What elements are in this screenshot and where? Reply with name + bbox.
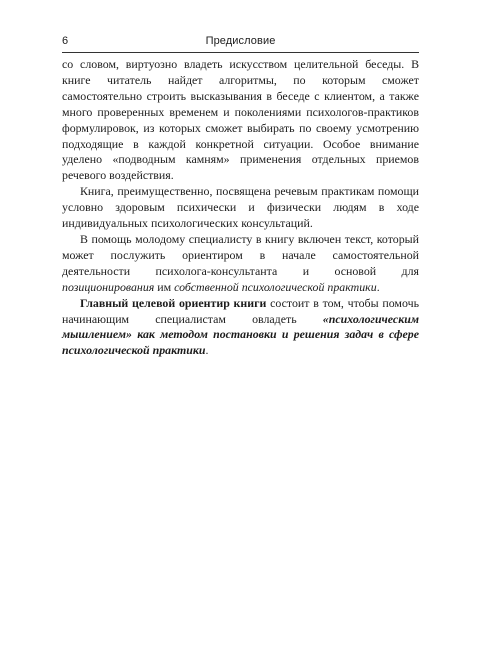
- paragraph-4-text-1: состоит в том, чтобы помочь начинающим специалистам овладеть: [62, 295, 419, 326]
- paragraph-3-text-2: им: [154, 279, 175, 294]
- page-number: 6: [62, 35, 69, 47]
- paragraph-4-text-2: .: [205, 343, 209, 358]
- paragraph-3-italic-1: позиционирования: [62, 279, 155, 294]
- paragraph-4-bold-1: Главный целевой ориентир книги: [80, 295, 267, 310]
- header-rule: [62, 52, 419, 53]
- body-text: [62, 57, 419, 359]
- paragraph-3: [62, 232, 419, 296]
- running-title: Предисловие: [205, 35, 276, 47]
- page-header: [62, 33, 419, 51]
- paragraph-4: [62, 296, 419, 360]
- paragraph-3-text-3: .: [376, 279, 380, 294]
- paragraph-2: Книга, преимущественно, посвящена речевым практикам помощи условно здоровым психически и физически людям в ходе индивидуальных психологических консультаций.: [62, 184, 419, 231]
- paragraph-3-text-1: В помощь молодому специалисту в книгу включен текст, который может послужить ориентиром в начале самостоятельной деятельности психолога-консультанта и основой для: [62, 231, 419, 278]
- paragraph-4-bold-italic-1: «психологическим мышлением» как методом постановки и решения задач в сфере психологической практики: [62, 311, 419, 358]
- paragraph-1: со словом, виртуозно владеть искусством целительной беседы. В книге читатель найдет алгоритмы, по которым сможет самостоятельно строить высказывания в беседе с клиентом, а также много проверенных временем и поколениями психологов-практиков формулировок, из которых сможет выбирать по своему усмотрению подходящие в каждой конкретной ситуации. Особое внимание уделено «подводным камням» применения отдельных приемов речевого воздействия.: [62, 57, 419, 183]
- paragraph-3-italic-2: собственной психологической практики: [174, 279, 377, 294]
